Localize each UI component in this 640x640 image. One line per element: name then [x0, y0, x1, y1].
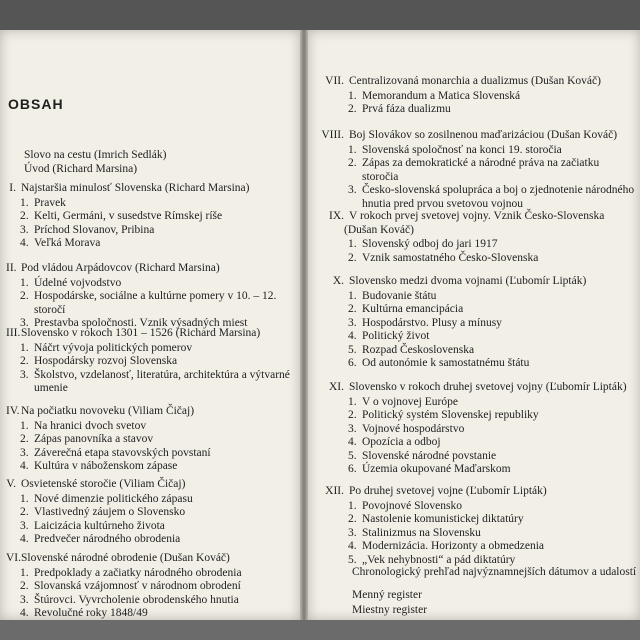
chapter-subsection	[310, 463, 636, 477]
subsection-title: Rozpad Československa	[362, 343, 475, 356]
chapter-title: Osvietenské storočie (Viliam Čičaj)	[21, 478, 186, 490]
chapter-number: V.	[6, 478, 16, 490]
subsection-number: 3.	[20, 519, 29, 532]
subsection-number: 2.	[348, 157, 357, 169]
chapter-subsection	[310, 357, 636, 371]
subsection-title: Nové dimenzie politického zápasu	[34, 492, 193, 505]
subsection-title: Od autonómie k samostatnému štátu	[362, 357, 530, 369]
intro-item-foreword: Slovo na cestu (Imrich Sedlák)	[24, 149, 167, 161]
subsection-number: 1.	[348, 89, 357, 102]
chapter-heading	[6, 327, 296, 341]
chapter-number: XI.	[328, 381, 344, 393]
subsection-title: Prvá fáza dualizmu	[362, 103, 451, 115]
subsection-title: Slovenské národné povstanie	[362, 449, 497, 462]
book-gutter	[300, 30, 308, 620]
chapter-subsection	[310, 290, 636, 304]
subsection-number: 4.	[348, 436, 357, 448]
chapter-subsection-list	[310, 238, 636, 265]
subsection-title: Kultúrna emancipácia	[362, 303, 464, 315]
chapter-heading	[6, 405, 296, 419]
chapter-title: Slovensko medzi dvoma vojnami (Ľubomír Lipták)	[349, 275, 587, 287]
right-page	[308, 30, 640, 620]
chapter-subsection	[6, 594, 296, 608]
chapter-entry	[310, 485, 636, 567]
chapter-subsection-list	[310, 144, 636, 212]
subsection-number: 1.	[348, 289, 357, 302]
subsection-title: Modernizácia. Horizonty a obmedzenia	[362, 540, 545, 552]
chapter-subsection-list	[310, 90, 636, 117]
chapter-subsection	[6, 567, 296, 581]
chapter-number: X.	[332, 275, 344, 287]
background-strip	[0, 0, 640, 30]
subsection-number: 2.	[20, 210, 29, 222]
place-index-entry: Miestny register	[352, 604, 428, 616]
chapter-subsection	[6, 460, 296, 474]
subsection-number: 4.	[348, 540, 357, 552]
chapter-entry	[310, 75, 636, 117]
subsection-number: 3.	[20, 223, 29, 236]
subsection-number: 3.	[348, 184, 357, 196]
subsection-number: 3.	[20, 446, 29, 459]
subsection-number: 4.	[20, 533, 29, 545]
subsection-number: 6.	[348, 463, 357, 475]
chapter-entry	[6, 552, 296, 620]
subsection-number: 5.	[348, 553, 357, 566]
subsection-title: Veľká Morava	[34, 237, 101, 249]
chapter-subsection	[6, 342, 296, 356]
chapter-subsection-list	[6, 493, 296, 547]
chapter-subsection	[310, 436, 636, 450]
chapter-subsection	[6, 369, 296, 396]
subsection-title: Slovanská vzájomnosť v národnom obrodení	[34, 580, 241, 592]
chapter-title: V rokoch prvej svetovej vojny. Vznik Česko-Slovenska	[349, 210, 605, 222]
chapter-title: Centralizovaná monarchia a dualizmus (Dušan Kováč)	[349, 75, 601, 87]
chapter-heading	[310, 381, 636, 395]
subsection-number: 2.	[348, 303, 357, 315]
chapter-subsection	[310, 527, 636, 541]
subsection-number: 1.	[20, 566, 29, 579]
subsection-number: 1.	[20, 276, 29, 289]
chapter-subsection	[6, 520, 296, 534]
chapter-subsection	[310, 184, 636, 211]
chapter-subsection	[310, 423, 636, 437]
chapter-subsection-list	[310, 396, 636, 477]
chapter-heading	[310, 75, 636, 89]
chapter-subsection	[6, 493, 296, 507]
intro-list	[24, 148, 166, 176]
subsection-number: 2.	[348, 513, 357, 525]
chapter-subsection	[6, 277, 296, 291]
subsection-title: Česko-slovenská spolupráca a boj o zjednotenie národného hnutia pred prvou svetovou vojnou	[362, 184, 635, 210]
subsection-title: Štúrovci. Vyvrcholenie obrodenského hnutia	[34, 593, 239, 606]
chapter-subsection-list	[6, 567, 296, 621]
subsection-title: Prestavba spoločnosti. Vznik výsadných miest	[34, 317, 248, 329]
subsection-title: Vojnové hospodárstvo	[362, 422, 465, 435]
contents-heading: OBSAH	[8, 96, 64, 112]
chapter-number: IX.	[328, 210, 344, 222]
subsection-title: Pravek	[34, 196, 66, 209]
subsection-title: Na hranici dvoch svetov	[34, 419, 147, 432]
chapter-number: VIII.	[321, 129, 344, 141]
subsection-number: 1.	[348, 143, 357, 156]
subsection-title: Údelné vojvodstvo	[34, 276, 122, 289]
subsection-number: 1.	[348, 238, 357, 250]
subsection-title: Zápas panovníka a stavov	[34, 433, 154, 445]
subsection-title: Územia okupované Maďarskom	[362, 463, 511, 475]
chapter-entry	[6, 327, 296, 396]
chapter-subsection	[6, 607, 296, 620]
chapter-subsection-list	[6, 197, 296, 251]
subsection-title: Zápas za demokratické a národné práva na začiatku storočia	[362, 157, 600, 183]
subsection-number: 3.	[348, 526, 357, 539]
subsection-number: 3.	[20, 368, 29, 381]
subsection-number: 4.	[20, 237, 29, 249]
chapter-heading	[6, 182, 296, 196]
subsection-title: Slovenská spoločnosť na konci 19. storočia	[362, 143, 562, 156]
chapter-title: Na počiatku novoveku (Viliam Čičaj)	[21, 405, 195, 417]
chapter-subsection	[310, 144, 636, 158]
chapter-heading	[6, 478, 296, 492]
chapter-subsection	[6, 197, 296, 211]
subsection-number: 5.	[348, 343, 357, 356]
subsection-number: 3.	[348, 316, 357, 329]
subsection-number: 2.	[348, 251, 357, 264]
chapter-number: XII.	[325, 485, 344, 497]
chapter-number: IV.	[6, 405, 20, 417]
subsection-title: Memorandum a Matica Slovenská	[362, 89, 521, 102]
chapter-title: Slovenské národné obrodenie (Dušan Kováč)	[21, 552, 230, 564]
subsection-title: Politický život	[362, 330, 430, 342]
subsection-number: 1.	[348, 395, 357, 408]
chapter-subsection	[310, 330, 636, 344]
chapter-entry	[310, 275, 636, 371]
subsection-number: 2.	[20, 433, 29, 445]
subsection-title: Budovanie štátu	[362, 289, 437, 302]
subsection-title: Kultúra v náboženskom zápase	[34, 460, 178, 472]
subsection-number: 6.	[348, 357, 357, 369]
chapter-subsection	[310, 500, 636, 514]
subsection-title: Školstvo, vzdelanosť, literatúra, architektúra a výtvarné umenie	[34, 368, 290, 394]
chapter-subsection-list	[6, 277, 296, 331]
subsection-number: 4.	[20, 607, 29, 619]
subsection-title: Hospodárstvo. Plusy a mínusy	[362, 316, 502, 329]
chapter-heading	[310, 485, 636, 499]
chapter-subsection	[6, 355, 296, 369]
subsection-title: Nastolenie komunistickej diktatúry	[362, 513, 524, 525]
subsection-number: 1.	[20, 341, 29, 354]
subsection-number: 3.	[348, 422, 357, 435]
subsection-number: 1.	[20, 419, 29, 432]
chapter-number: VI.	[6, 552, 22, 564]
subsection-title: Náčrt vývoja politických pomerov	[34, 341, 193, 354]
chapter-entry	[6, 182, 296, 251]
chapter-title: Boj Slovákov so zosilnenou maďarizáciou (Dušan Kováč)	[349, 129, 618, 141]
chapter-title: Najstaršia minulosť Slovenska (Richard Marsina)	[21, 182, 250, 194]
subsection-number: 2.	[20, 580, 29, 592]
chapter-subsection	[6, 533, 296, 547]
chapter-entry	[310, 381, 636, 477]
chapter-subsection-list	[310, 500, 636, 568]
chapter-subsection	[310, 90, 636, 104]
subsection-number: 2.	[348, 103, 357, 115]
subsection-title: Laicizácia kultúrneho života	[34, 519, 165, 532]
chapter-subsection	[6, 237, 296, 251]
subsection-title: Povojnové Slovensko	[362, 499, 462, 512]
subsection-number: 3.	[20, 317, 29, 329]
subsection-number: 1.	[20, 196, 29, 209]
chapter-title: Slovensko v rokoch 1301 – 1526 (Richard Marsina)	[21, 327, 261, 339]
chapter-subsection	[310, 450, 636, 464]
chapter-subsection	[6, 210, 296, 224]
chapter-heading	[6, 262, 296, 276]
chapter-title-continued: (Dušan Kováč)	[344, 223, 414, 236]
chronology-entry: Chronologický prehľad najvýznamnejších dátumov a udalostí	[352, 566, 637, 578]
intro-item-introduction: Úvod (Richard Marsina)	[24, 163, 138, 175]
chapter-number: VII.	[325, 75, 344, 87]
chapter-entry	[310, 129, 636, 211]
chapter-number: II.	[6, 262, 17, 274]
chapter-subsection	[6, 433, 296, 447]
subsection-title: Záverečná etapa stavovských povstaní	[34, 446, 211, 459]
chapter-subsection-list	[6, 420, 296, 474]
chapter-heading	[310, 275, 636, 289]
subsection-number: 4.	[20, 460, 29, 472]
chapter-heading	[6, 552, 296, 566]
subsection-number: 2.	[348, 409, 357, 421]
chapter-entry	[6, 262, 296, 331]
subsection-number: 2.	[20, 355, 29, 367]
chapter-title: Slovensko v rokoch druhej svetovej vojny (Ľubomír Lipták)	[349, 381, 627, 393]
subsection-title: V o vojnovej Európe	[362, 395, 458, 408]
chapter-subsection	[310, 252, 636, 266]
chapter-subsection	[6, 506, 296, 520]
subsection-title: Revolučné roky 1848/49	[34, 607, 148, 619]
chapter-subsection	[6, 290, 296, 317]
subsection-title: Slovenský odboj do jari 1917	[362, 238, 498, 250]
subsection-title: Vznik samostatného Česko-Slovenska	[362, 251, 539, 264]
subsection-title: Kelti, Germáni, v susedstve Rímskej ríše	[34, 210, 223, 222]
chapter-subsection	[6, 447, 296, 461]
chapter-number: I.	[9, 182, 16, 194]
chapter-entry	[6, 478, 296, 547]
chapter-subsection	[310, 409, 636, 423]
chapter-title: Pod vládou Arpádovcov (Richard Marsina)	[21, 262, 220, 274]
subsection-title: Predvečer národného obrodenia	[34, 533, 181, 545]
chapter-subsection	[310, 344, 636, 358]
chapter-entry	[310, 210, 636, 265]
subsection-number: 3.	[20, 593, 29, 606]
subsection-title: Politický systém Slovenskej republiky	[362, 409, 539, 421]
chapter-heading	[310, 210, 636, 224]
chapter-subsection	[310, 238, 636, 252]
chapter-subsection	[6, 224, 296, 238]
subsection-title: Predpoklady a začiatky národného obrodenia	[34, 566, 242, 579]
subsection-title: Opozícia a odboj	[362, 436, 441, 448]
subsection-title: „Vek nehybnosti“ a pád diktatúry	[362, 553, 516, 566]
chapter-subsection	[310, 103, 636, 117]
subsection-number: 1.	[348, 499, 357, 512]
subsection-title: Príchod Slovanov, Pribina	[34, 223, 155, 236]
subsection-title: Hospodársky rozvoj Slovenska	[34, 355, 178, 367]
subsection-number: 2.	[20, 506, 29, 518]
subsection-title: Hospodárske, sociálne a kultúrne pomery v 10. – 12. storočí	[34, 290, 277, 316]
subsection-title: Stalinizmus na Slovensku	[362, 526, 481, 539]
chapter-subsection	[310, 540, 636, 554]
chapter-subsection	[310, 303, 636, 317]
chapter-subsection	[310, 396, 636, 410]
chapter-subsection	[6, 420, 296, 434]
chapter-heading	[310, 129, 636, 143]
left-page	[0, 30, 300, 620]
name-index-entry: Menný register	[352, 589, 422, 601]
subsection-number: 5.	[348, 449, 357, 462]
chapter-subsection	[310, 317, 636, 331]
chapter-entry	[6, 405, 296, 474]
chapter-subsection-list	[6, 342, 296, 396]
subsection-number: 2.	[20, 290, 29, 302]
chapter-subsection	[6, 580, 296, 594]
chapter-title: Po druhej svetovej vojne (Ľubomír Lipták)	[349, 485, 547, 497]
chapter-subsection-list	[310, 290, 636, 371]
subsection-number: 4.	[348, 330, 357, 342]
chapter-subsection	[310, 513, 636, 527]
chapter-number: III.	[6, 327, 21, 339]
subsection-number: 1.	[20, 492, 29, 505]
subsection-title: Vlastivedný záujem o Slovensko	[34, 506, 186, 518]
chapter-subsection	[310, 157, 636, 184]
